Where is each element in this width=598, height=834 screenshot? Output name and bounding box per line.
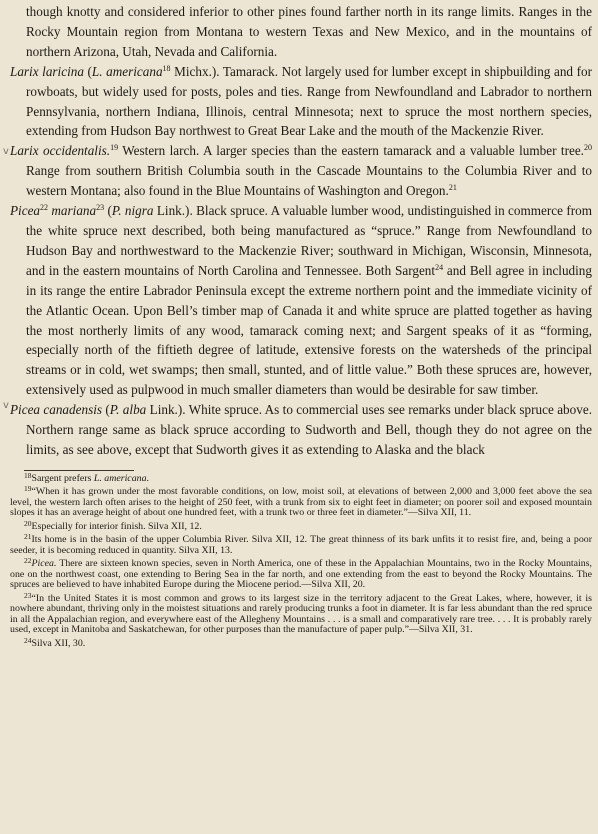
genus-name: Picea bbox=[10, 203, 41, 219]
footnote-number: 20 bbox=[24, 518, 32, 528]
footnote-text: Silva XII, 30. bbox=[31, 637, 86, 649]
synonym-name: P. nigra bbox=[111, 203, 154, 219]
footnote-23 bbox=[10, 590, 592, 636]
paragraph-text: Western larch. A larger species than the eastern tamarack and a valuable lumber tree. bbox=[118, 143, 584, 159]
paragraph-text: White spruce. As to commercial uses see remarks under black spruce above. Northern range same as black spruce according to Sudworth and Bell, though they do not agree on the limits, as see above, except that Sudworth gives it as extending to Alaska and the black bbox=[26, 402, 592, 457]
footnote-ref: 23 bbox=[96, 203, 105, 213]
footnote-text: Sargent prefers bbox=[31, 472, 94, 484]
species-name: Larix occidentalis. bbox=[10, 143, 111, 159]
footnote-ref: 18 bbox=[162, 63, 171, 73]
paragraph-text: though knotty and considered inferior to other pines found farther north in its range limits. Ranges in the Rocky Mountain region from Montana to western Texas and New Mexico, and in the mountains of northern Arizona, Utah, Nevada and California. bbox=[26, 4, 592, 59]
footnote-italic: L. americana bbox=[93, 472, 147, 484]
species-name: Larix laricina bbox=[10, 63, 84, 79]
footnote-text: . bbox=[146, 472, 149, 484]
authority: Link.). bbox=[146, 402, 186, 418]
authority: Link.). bbox=[153, 203, 193, 219]
footnote-text: Its home is in the basin of the upper Columbia River. Silva XII, 12. The great thinness of its bark unfits it to resist fire, and, being a poor seeder, it is becoming reduced in quantity. Silva XII, 13. bbox=[10, 534, 592, 556]
paragraph-text: Tamarack. Not largely used for lumber except in shipbuilding and for rowboats, but widely used for posts, poles and ties. Range from Newfoundland and Labrador to northern Pennsylvania, northern Indiana, Illinois, central Minnesota; next to spruce the most northern species, extending from Hudson Bay northwest to Great Bear Lake and the mouth of the Mackenzie River. bbox=[26, 63, 592, 139]
paren: ( bbox=[104, 203, 112, 219]
paragraph-text: Range from southern British Columbia south in the Cascade Mountains to the Columbia River and to western Montana; also found in the Blue Mountains of Washington and Oregon. bbox=[26, 163, 592, 199]
authority: Michx.). bbox=[170, 63, 220, 79]
footnote-21 bbox=[10, 532, 592, 556]
footnote-19 bbox=[10, 484, 592, 519]
pinus-continuation-paragraph bbox=[10, 2, 592, 62]
footnote-number: 24 bbox=[24, 635, 32, 645]
synonym-name: L. americana bbox=[91, 63, 163, 79]
footnote-ref: 22 bbox=[40, 203, 49, 213]
margin-mark: v bbox=[3, 146, 9, 157]
footnote-24 bbox=[10, 635, 592, 650]
footnote-divider bbox=[24, 470, 134, 471]
footnote-number: 23 bbox=[24, 590, 32, 600]
footnote-number: 18 bbox=[24, 470, 32, 480]
species-name: Picea canadensis bbox=[10, 402, 102, 418]
footnote-text: There are sixteen known species, seven in North America, one of these in the Appalachian Mountains, two in the Rocky Mountains, one on the northwest coast, one extending to Bering Sea in the far north, and one extending from the east to beyond the Rocky Mountains. The spruces are believed to have inhabited Europe during the Miocene period.—Silva XII, 20. bbox=[10, 558, 592, 591]
species-name: mariana bbox=[48, 203, 97, 219]
footnote-ref: 24 bbox=[435, 262, 444, 272]
larix-laricina-entry bbox=[10, 62, 592, 142]
footnote-text: “In the United States it is most common and grows to its largest size in the territory adjacent to the Great Lakes, where, however, it is nowhere abundant, thriving only in the moistest situations and rarely producing trunks a foot in diameter. It is far less abundant than the red spruce in all the Appalachian region, and everywhere east of the Allegheny Mountains . . . is a small and comparatively rare tree. . . . It is probably rarely used, except in Manitoba and Saskatchewan, for other purposes than the manufacture of paper pulp.”—Silva XII, 31. bbox=[10, 592, 592, 636]
footnote-20 bbox=[10, 518, 592, 533]
picea-canadensis-entry bbox=[10, 400, 592, 460]
footnote-22 bbox=[10, 556, 592, 591]
footnote-text: Especially for interior finish. Silva XII, 12. bbox=[31, 520, 202, 532]
picea-mariana-entry bbox=[10, 201, 592, 400]
synonym-name: P. alba bbox=[109, 402, 147, 418]
footnote-number: 22 bbox=[24, 556, 32, 566]
footnote-italic: Picea. bbox=[31, 558, 57, 570]
margin-mark: v bbox=[3, 400, 9, 411]
footnote-18 bbox=[10, 470, 592, 485]
paren: ( bbox=[102, 402, 110, 418]
footnote-ref: 19 bbox=[110, 143, 119, 153]
footnote-number: 19 bbox=[24, 484, 32, 494]
paragraph-text: and Bell agree in including in its range the entire Labrador Peninsula except the extreme northern point and the immediate vicinity of the Atlantic Ocean. Upon Bell’s timber map of Canada it and white spruce are platted together as having the most northerly limits of any wood, tamarack coming next; and Sargent speaks of it as “forming, especially north of the fiftieth degree of latitude, extensive forests on the watersheds of the principal streams or in cold, wet swamps; then small, stunted, and of little value.” Both these spruces are, however, extensively used as pulpwood in much smaller diameters than would be desirable for saw timber. bbox=[26, 262, 592, 398]
paren: ( bbox=[83, 63, 92, 79]
footnote-text: “When it has grown under the most favorable conditions, on low, moist soil, at elevations of between 2,000 and 3,000 feet above the sea level, the western larch often arises to the height of 250 feet, with a trunk from six to eight feet in diameter; on poorer soil and exposed mountain slopes it has an average height of about one hundred feet, with a trunk two or three feet in diameter.”—Silva XII, 11. bbox=[10, 486, 592, 519]
paragraph-text: Black spruce. A valuable lumber wood, undistinguished in commerce from the white spruce next described, both being manufactured as “spruce.” Range from Newfoundland to Hudson Bay and northwestward to the Mackenzie River; southward in Michigan, Wisconsin, Minnesota, and in the eastern mountains of North Carolina and Tennessee. Both Sargent bbox=[26, 203, 592, 278]
footnote-ref: 20 bbox=[583, 143, 592, 153]
footnote-ref: 21 bbox=[448, 183, 457, 193]
larix-occidentalis-entry bbox=[10, 141, 592, 201]
footnote-number: 21 bbox=[24, 532, 32, 542]
